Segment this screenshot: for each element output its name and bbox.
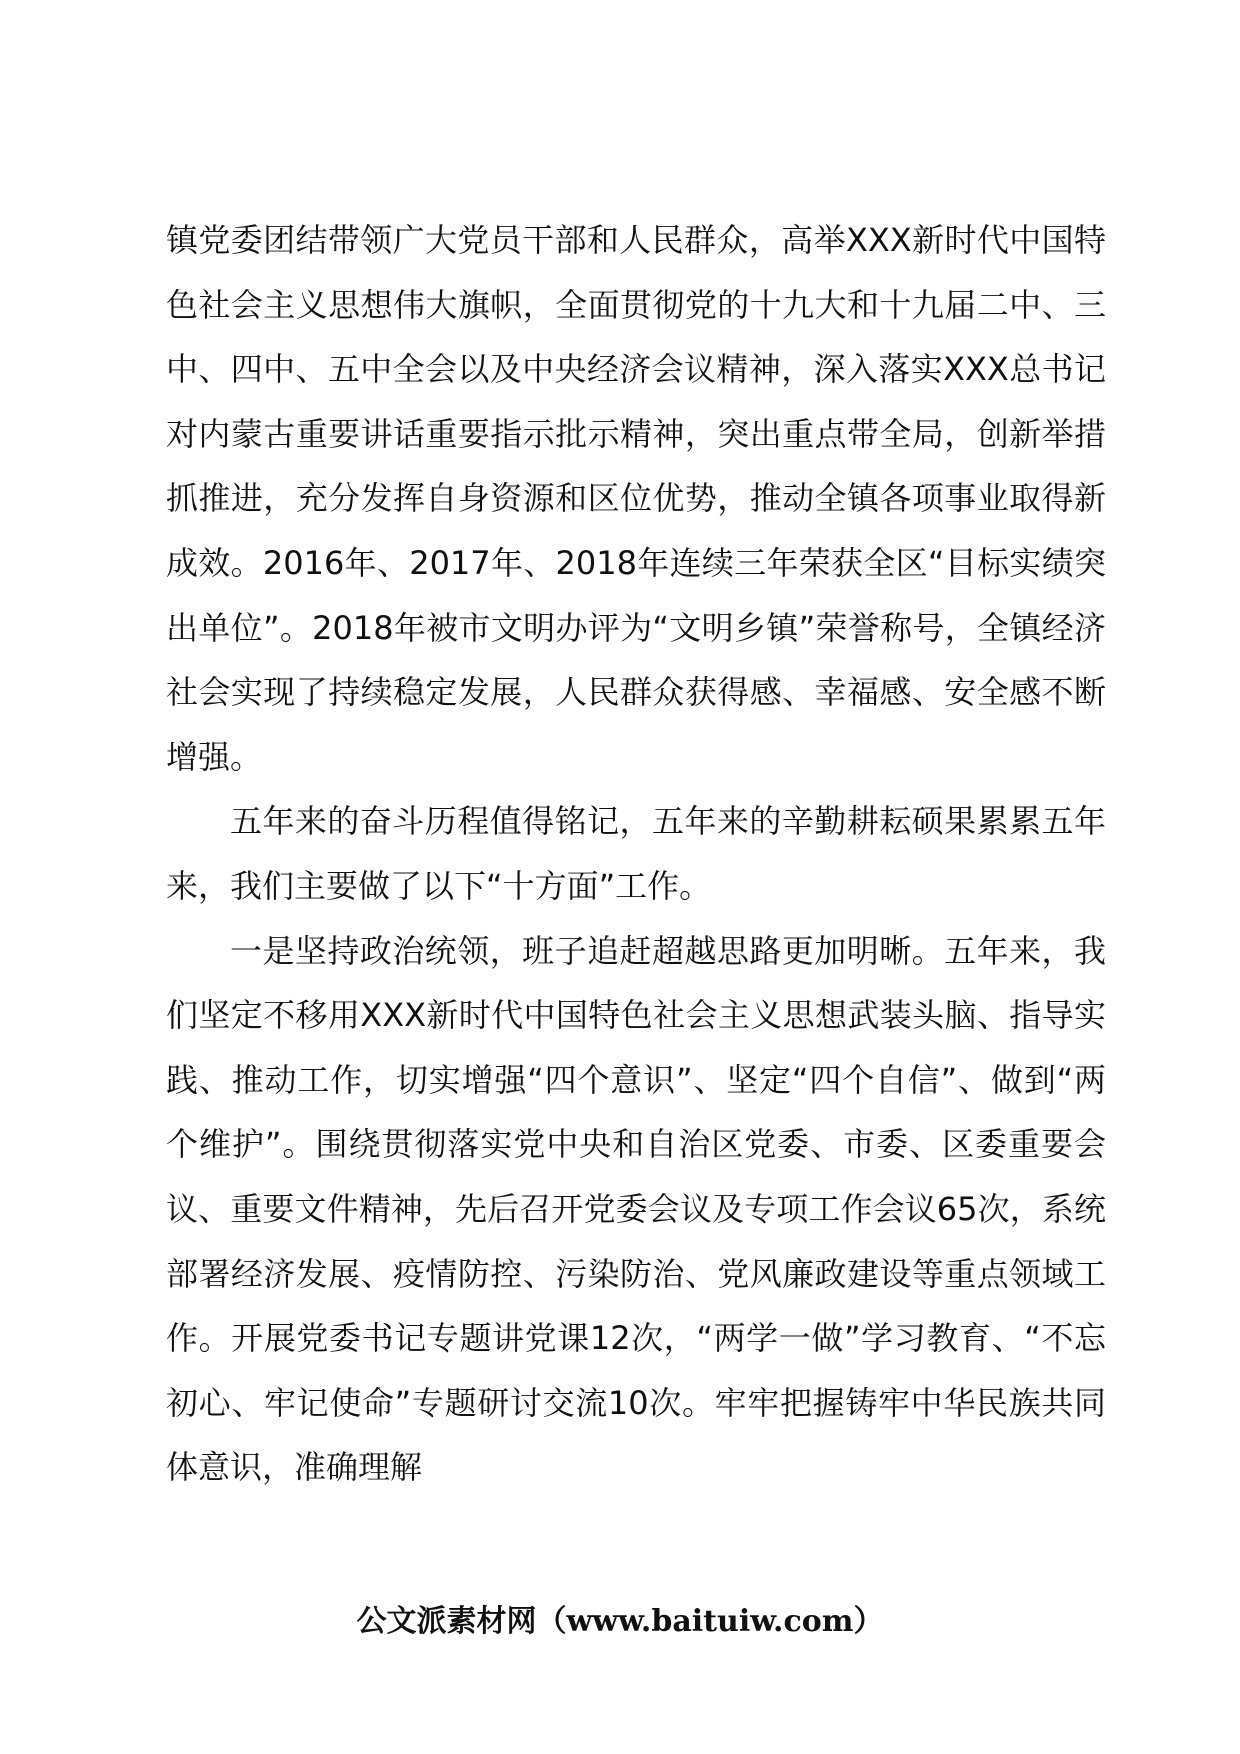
document-body	[166, 208, 1106, 1500]
paragraph-point-one: 一是坚持政治统领，班子追赶超越思路更加明晰。五年来，我们坚定不移用XXX新时代中国特色社会主义思想武装头脑、指导实践、推动工作，切实增强“四个意识”、坚定“四个自信”、做到“两个维护”。围绕贯彻落实党中央和自治区党委、市委、区委重要会议、重要文件精神，先后召开党委会议及专项工作会议65次，系统部署经济发展、疫情防控、污染防治、党风廉政建设等重点领域工作。开展党委书记专题讲党课12次，“两学一做”学习教育、“不忘初心、牢记使命”专题研讨交流10次。牢牢把握铸牢中华民族共同体意识，准确理解	[166, 931, 1106, 1487]
paragraph-summary: 五年来的奋斗历程值得铭记，五年来的辛勤耕耘硕果累累五年来，我们主要做了以下“十方面”工作。	[166, 802, 1106, 905]
footer-watermark: 公文派素材网（www.baituiw.com）	[356, 1604, 884, 1639]
paragraph-continuation: 镇党委团结带领广大党员干部和人民群众，高举XXX新时代中国特色社会主义思想伟大旗帜，全面贯彻党的十九大和十九届二中、三中、四中、五中全会以及中央经济会议精神，深入落实XXX总书记对内蒙古重要讲话重要指示批示精神，突出重点带全局，创新举措抓推进，充分发挥自身资源和区位优势，推动全镇各项事业取得新成效。2016年、2017年、2018年连续三年荣获全区“目标实绩突出单位”。2018年被市文明办评为“文明乡镇”荣誉称号，全镇经济社会实现了持续稳定发展，人民群众获得感、幸福感、安全感不断增强。	[166, 221, 1106, 776]
